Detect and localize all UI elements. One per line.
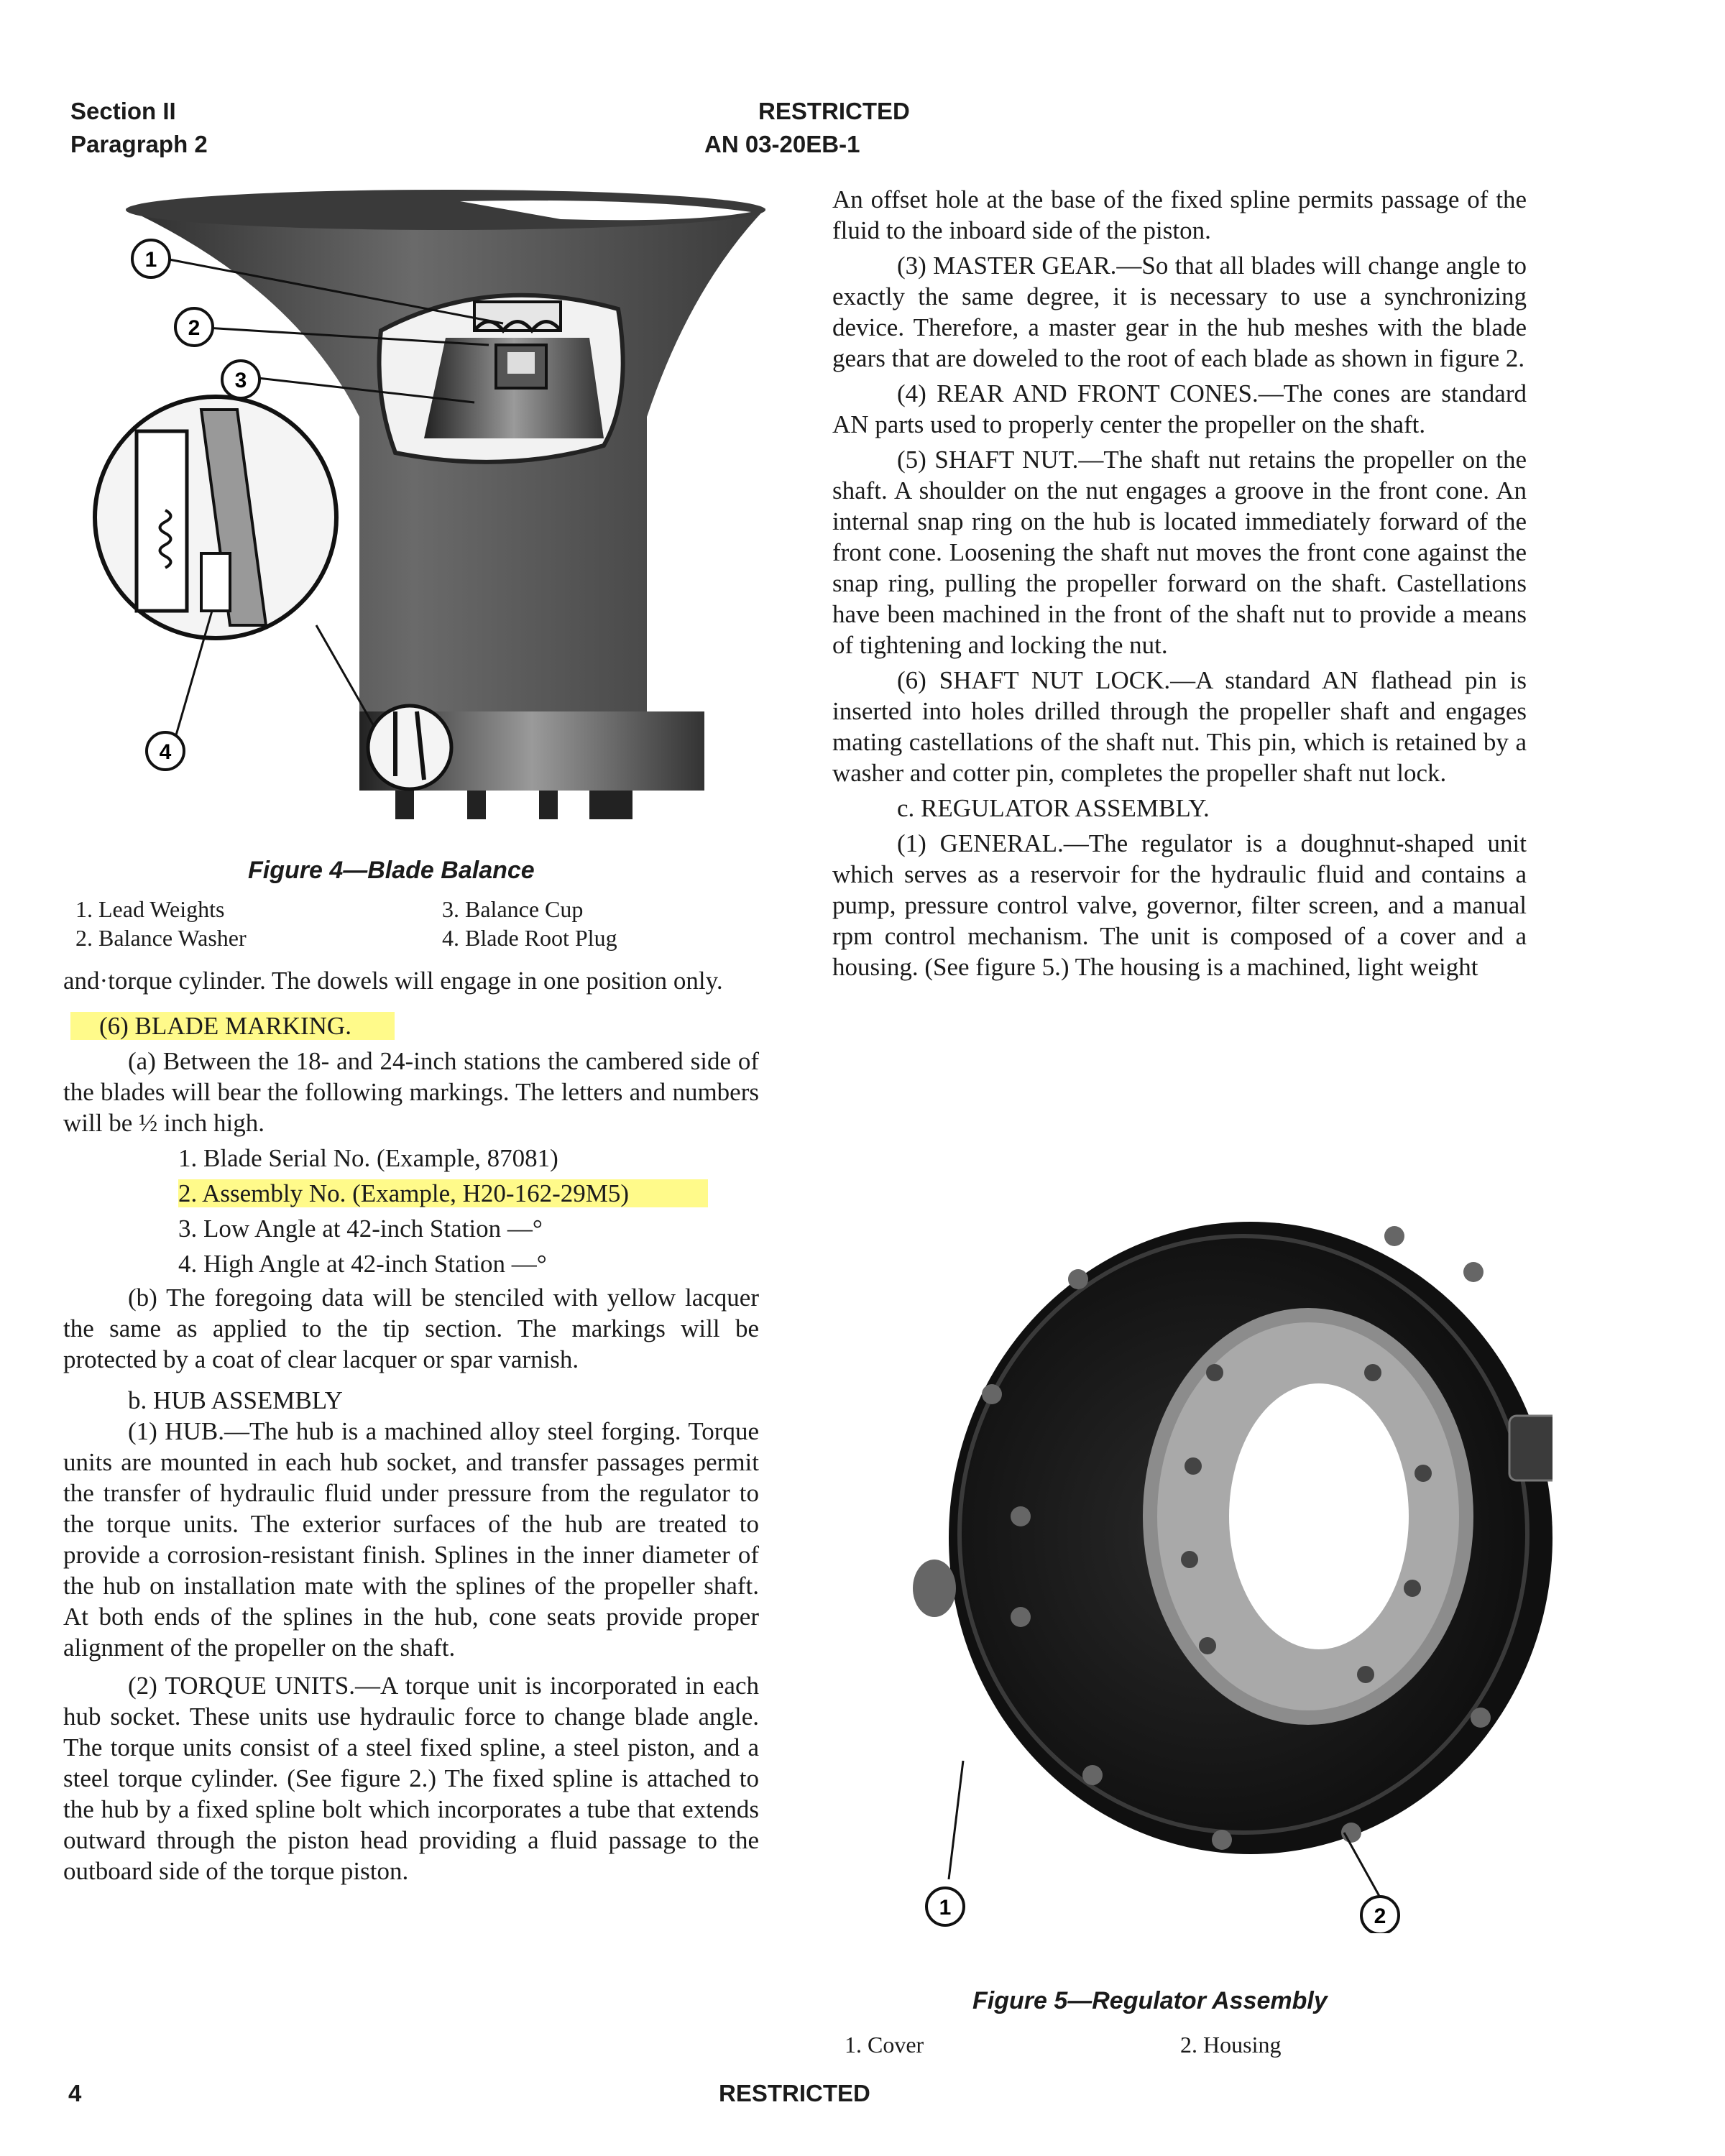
paragraph: (b) The foregoing data will be stenciled with yellow lacquer the same as applied to the tip section. The markings will be protected by a coat of clear lacquer or spar varnish. xyxy=(63,1284,759,1373)
callout-4: 4 xyxy=(159,740,172,764)
figure4-legend xyxy=(75,895,722,956)
paragraph-label: Paragraph 2 xyxy=(70,131,208,157)
legend-item: 3. Balance Cup xyxy=(442,896,584,922)
highlight: 2. Assembly No. (Example, H20-162-29M5) xyxy=(178,1179,708,1207)
paragraph: (4) REAR AND FRONT CONES.—The cones are standard AN parts used to properly center the propeller on the shaft. xyxy=(832,379,1527,438)
legend-item: 4. Blade Root Plug xyxy=(442,925,617,951)
callout-1: 1 xyxy=(144,248,157,272)
paragraph: (5) SHAFT NUT.—The shaft nut retains the propeller on the shaft. A shoulder on the nut engages a groove in the front cone. An internal snap ring on the hub is located immediately forward of the front cone. Loosening the shaft nut moves the front cone against the snap ring, pulling the propeller forward on the shaft. Castellations have been machined in the front of the shaft nut to provide a means of tightening and locking the nut. xyxy=(832,446,1527,659)
blade-marking-heading xyxy=(63,1010,759,1041)
hub-assembly-heading: b. HUB ASSEMBLY xyxy=(128,1386,343,1414)
regulator-heading: c. REGULATOR ASSEMBLY. xyxy=(897,794,1210,822)
legend-item: 2. Balance Washer xyxy=(75,925,247,951)
paragraph: (6) SHAFT NUT LOCK.—A standard AN flathead pin is inserted into holes drilled through the propeller shaft and engages mating castellations of the shaft nut. This pin, which is retained by a washer and cotter pin, completes the propeller shaft nut lock. xyxy=(832,666,1527,787)
callout-2: 2 xyxy=(1374,1904,1386,1928)
section-label: Section II xyxy=(70,98,176,124)
right-column xyxy=(832,184,1527,982)
callout-1: 1 xyxy=(939,1896,952,1920)
legend-item: 1. Lead Weights xyxy=(75,896,225,922)
figure5-caption: Figure 5—Regulator Assembly xyxy=(972,1987,1328,2014)
paragraph: (1) HUB.—The hub is a machined alloy steel forging. Torque units are mounted in each hub socket, and transfer passages permit the transfer of hydraulic fluid under pressure from the regulator to the torque units. The exterior surfaces of the hub are treated to provide a corrosion-resistant finish. Splines in the inner diameter of the hub on installation mate with the splines of the propeller shaft. At both ends of the splines in the hub, cone seats provide proper alignment of the propeller on the shaft. xyxy=(63,1417,759,1662)
left-column xyxy=(63,965,759,1886)
legend-item: 1. Cover xyxy=(845,2032,924,2058)
restricted-footer: RESTRICTED xyxy=(719,2080,870,2106)
list-item: 1. Blade Serial No. (Example, 87081) xyxy=(178,1144,558,1172)
figure4-caption: Figure 4—Blade Balance xyxy=(248,857,535,884)
document-number: AN 03-20EB-1 xyxy=(704,131,860,157)
paragraph: An offset hole at the base of the fixed spline permits passage of the fluid to the inboard side of the piston. xyxy=(832,185,1527,244)
restricted-header: RESTRICTED xyxy=(758,98,910,124)
list-item: 4. High Angle at 42-inch Station —° xyxy=(178,1250,547,1278)
page-number: 4 xyxy=(68,2080,82,2106)
paragraph: (a) Between the 18- and 24-inch stations the cambered side of the blades will bear the following markings. The letters and numbers will be ½ inch high. xyxy=(63,1047,759,1137)
list-item: 3. Low Angle at 42-inch Station —° xyxy=(178,1215,543,1243)
list-item xyxy=(63,1178,759,1209)
figure5-legend xyxy=(845,2030,1491,2063)
legend-item: 2. Housing xyxy=(1180,2032,1282,2058)
paragraph: (3) MASTER GEAR.—So that all blades will change angle to exactly the same degree, it is necessary to use a synchronizing device. Therefore, a master gear in the hub meshes with the blade gears that are doweled to the root of each blade as shown in figure 2. xyxy=(832,252,1527,372)
paragraph: (1) GENERAL.—The regulator is a doughnut-shaped unit which serves as a reservoir for the hydraulic fluid and contains a pump, pressure control valve, governor, filter screen, and a manual rpm control mechanism. The unit is composed of a cover and a housing. (See figure 5.) The housing is a machined, light weight xyxy=(832,829,1527,981)
paragraph: and·torque cylinder. The dowels will engage in one position only. xyxy=(63,967,723,995)
blade-balance-illustration xyxy=(58,180,834,834)
callout-3: 3 xyxy=(234,369,247,392)
callout-2: 2 xyxy=(188,316,201,340)
highlight: (6) BLADE MARKING. xyxy=(70,1012,395,1040)
regulator-assembly-photo xyxy=(906,1215,1552,1933)
paragraph: (2) TORQUE UNITS.—A torque unit is incorporated in each hub socket. These units use hydraulic force to change blade angle. The torque units consist of a steel fixed spline, a steel piston, and a steel torque cylinder. (See figure 2.) The fixed spline is attached to the hub by a fixed spline bolt which incorporates a tube that extends outward through the piston head providing a fluid passage to the outboard side of the torque piston. xyxy=(63,1672,759,1885)
